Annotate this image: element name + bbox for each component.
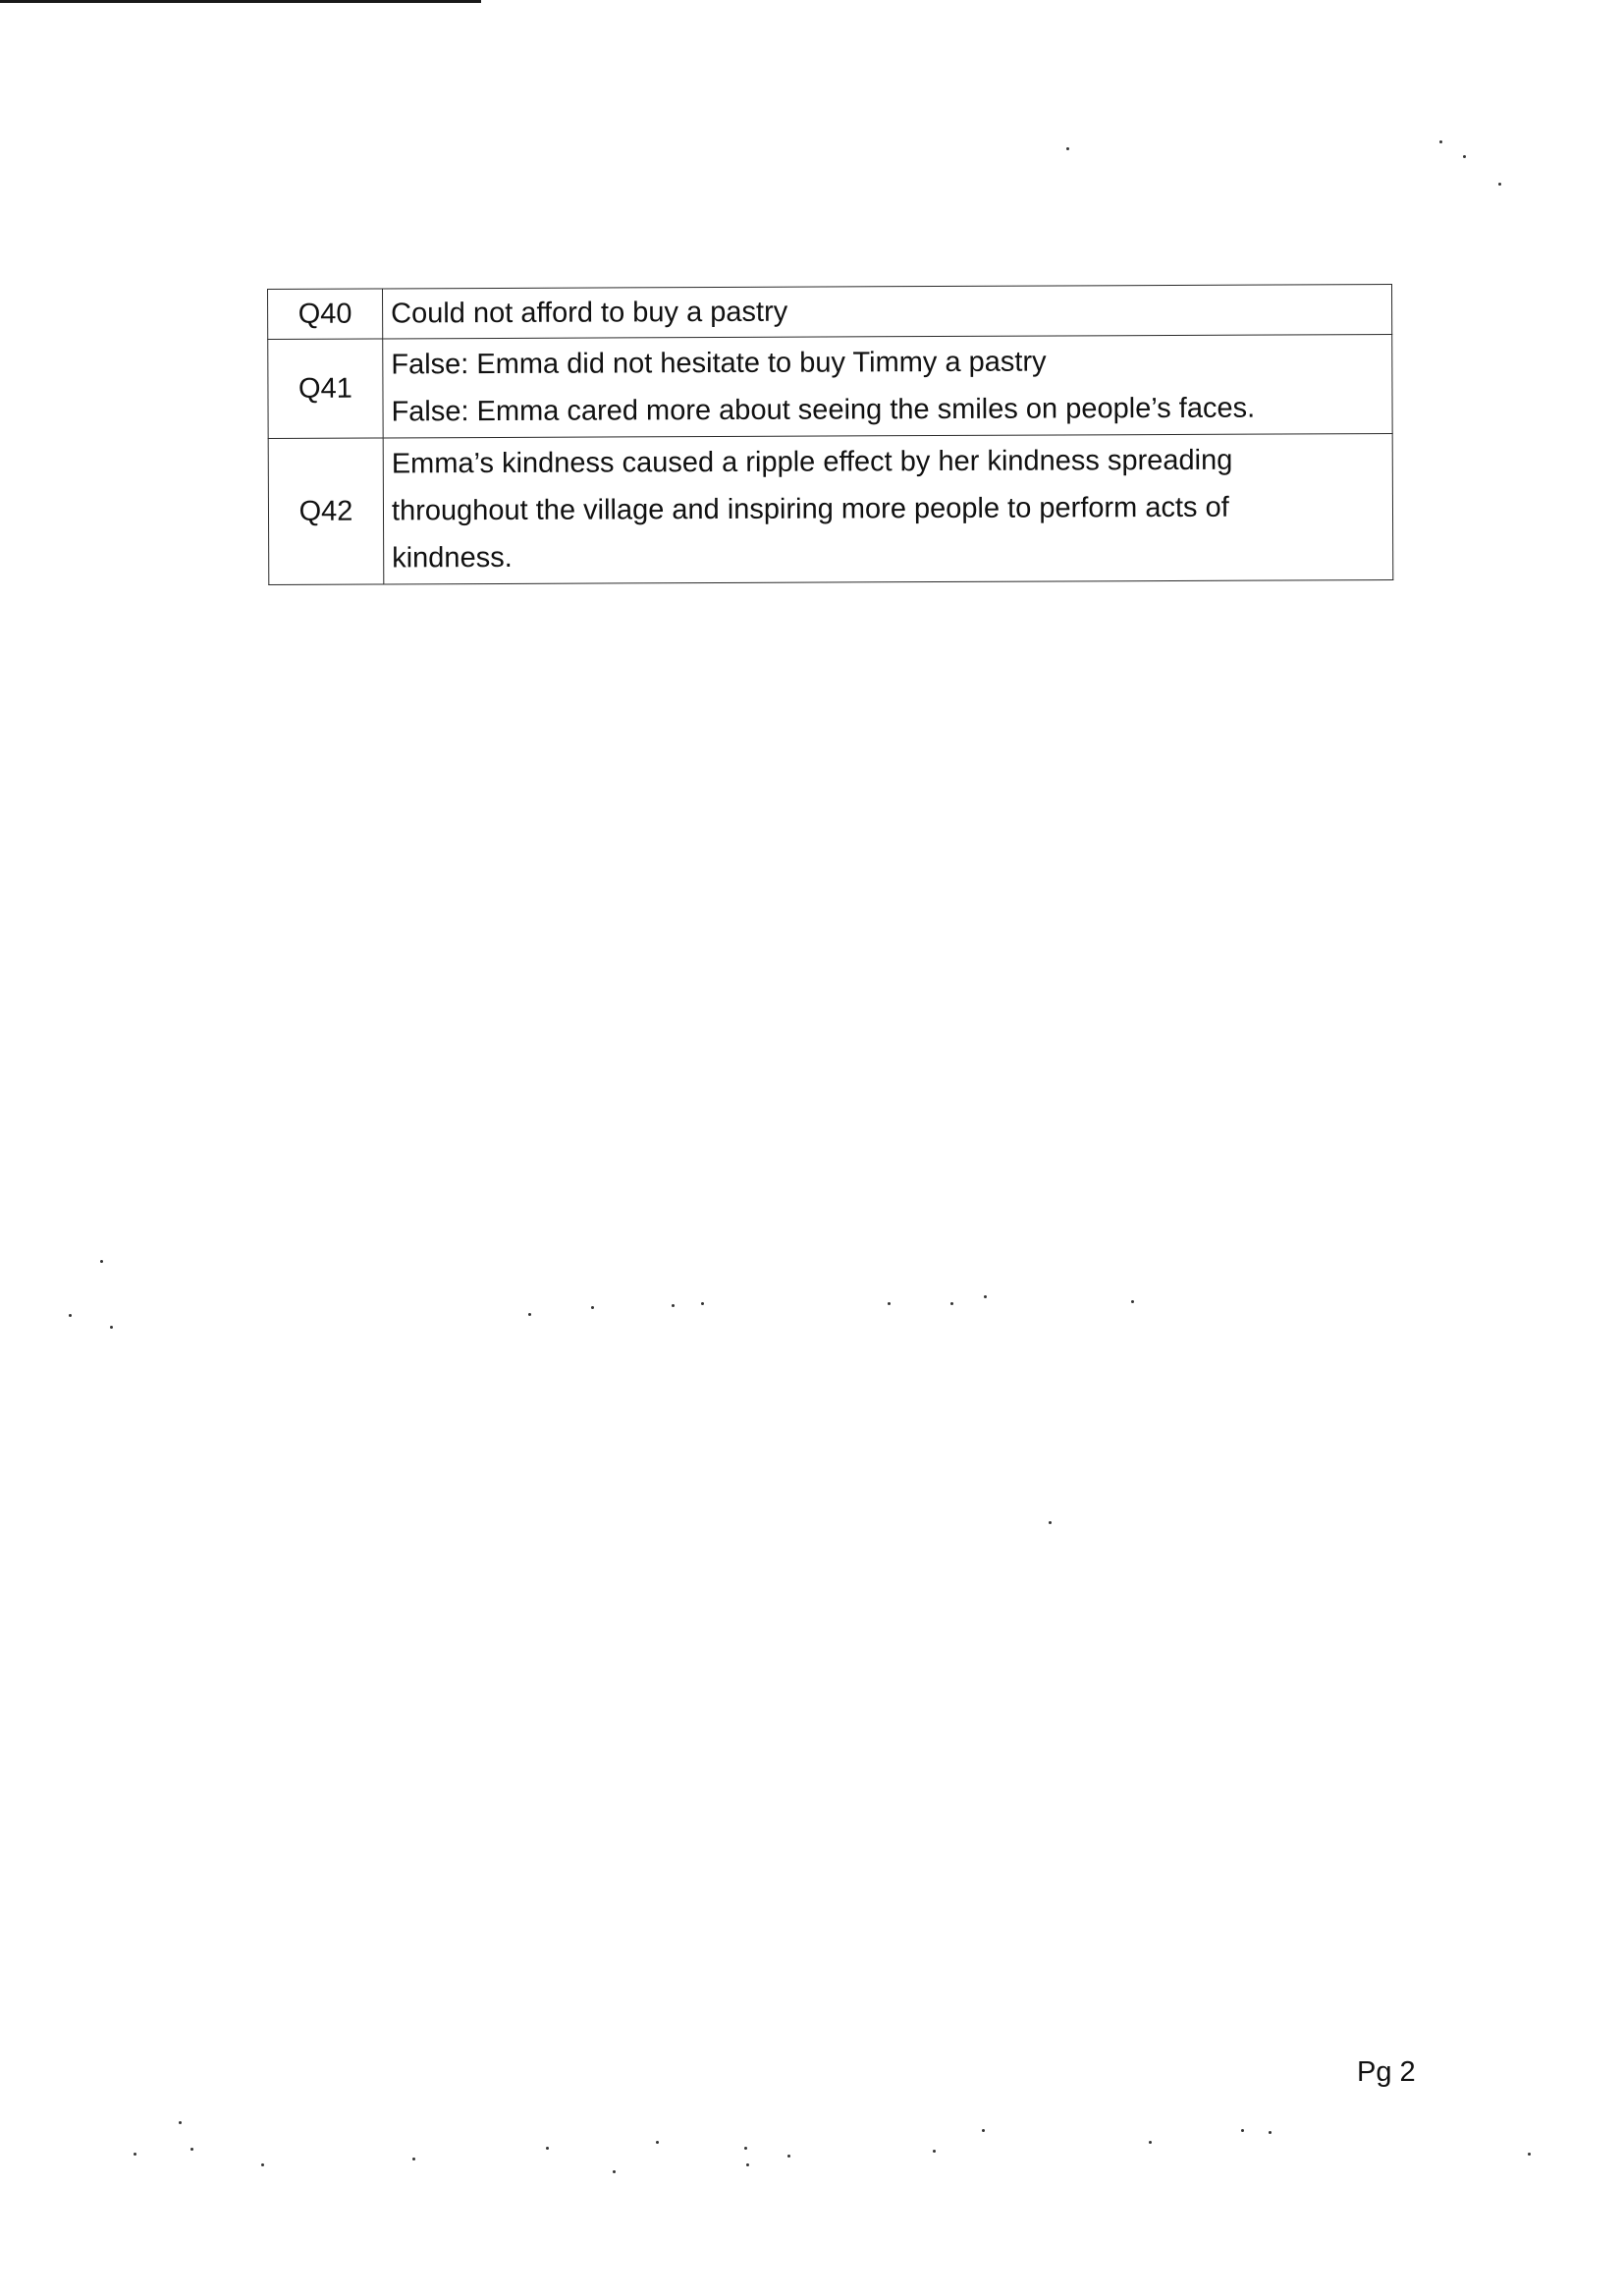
scan-speck <box>1066 147 1069 150</box>
scan-speck <box>1049 1521 1052 1524</box>
scan-speck <box>1439 140 1442 143</box>
scan-speck <box>528 1313 531 1316</box>
scan-speck <box>100 1260 103 1263</box>
answer-line: kindness. <box>392 541 513 574</box>
scan-speck <box>933 2150 936 2153</box>
top-rule <box>0 0 481 3</box>
scan-speck <box>656 2141 659 2144</box>
answer-line: Emma’s kindness caused a ripple effect by her kindness spreading <box>391 444 1233 480</box>
scan-speck <box>546 2147 549 2150</box>
scan-speck <box>672 1304 675 1307</box>
page-number: Pg 2 <box>1357 2056 1416 2088</box>
scan-speck <box>1131 1300 1134 1303</box>
scan-speck <box>1498 183 1501 186</box>
table-row <box>268 285 1392 340</box>
scan-speck <box>701 1302 704 1305</box>
scan-speck <box>591 1306 594 1309</box>
question-number: Q40 <box>268 289 383 340</box>
answer-cell <box>383 434 1393 584</box>
scan-speck <box>1241 2129 1244 2132</box>
scan-speck <box>412 2158 415 2160</box>
scan-speck <box>746 2163 749 2166</box>
scan-speck <box>134 2153 136 2156</box>
scan-speck <box>1528 2153 1531 2156</box>
scan-speck <box>1463 155 1466 158</box>
scan-speck <box>950 1302 953 1305</box>
answer-cell <box>383 335 1392 438</box>
scan-speck <box>1149 2141 1152 2144</box>
answer-cell <box>383 285 1392 339</box>
answer-line: Could not afford to buy a pastry <box>391 296 788 330</box>
question-number: Q42 <box>268 438 384 585</box>
scan-speck <box>69 1314 72 1317</box>
scan-speck <box>613 2170 616 2173</box>
scan-speck <box>110 1326 113 1329</box>
answer-line: False: Emma cared more about seeing the smiles on people’s faces. <box>391 392 1256 428</box>
scan-speck <box>982 2129 985 2132</box>
question-number: Q41 <box>268 339 383 439</box>
table-row <box>268 434 1393 585</box>
table-row <box>268 335 1392 439</box>
scan-speck <box>744 2147 747 2150</box>
scan-speck <box>888 1302 891 1305</box>
scan-speck <box>179 2121 182 2124</box>
scan-speck <box>1269 2131 1272 2134</box>
scan-speck <box>984 1295 987 1298</box>
scan-speck <box>787 2155 790 2158</box>
answer-line: False: Emma did not hesitate to buy Timmy a pastry <box>391 346 1047 381</box>
scan-speck <box>190 2148 193 2151</box>
answer-line: throughout the village and inspiring more people to perform acts of <box>391 491 1229 527</box>
answer-table <box>267 284 1393 585</box>
scan-speck <box>261 2163 264 2166</box>
